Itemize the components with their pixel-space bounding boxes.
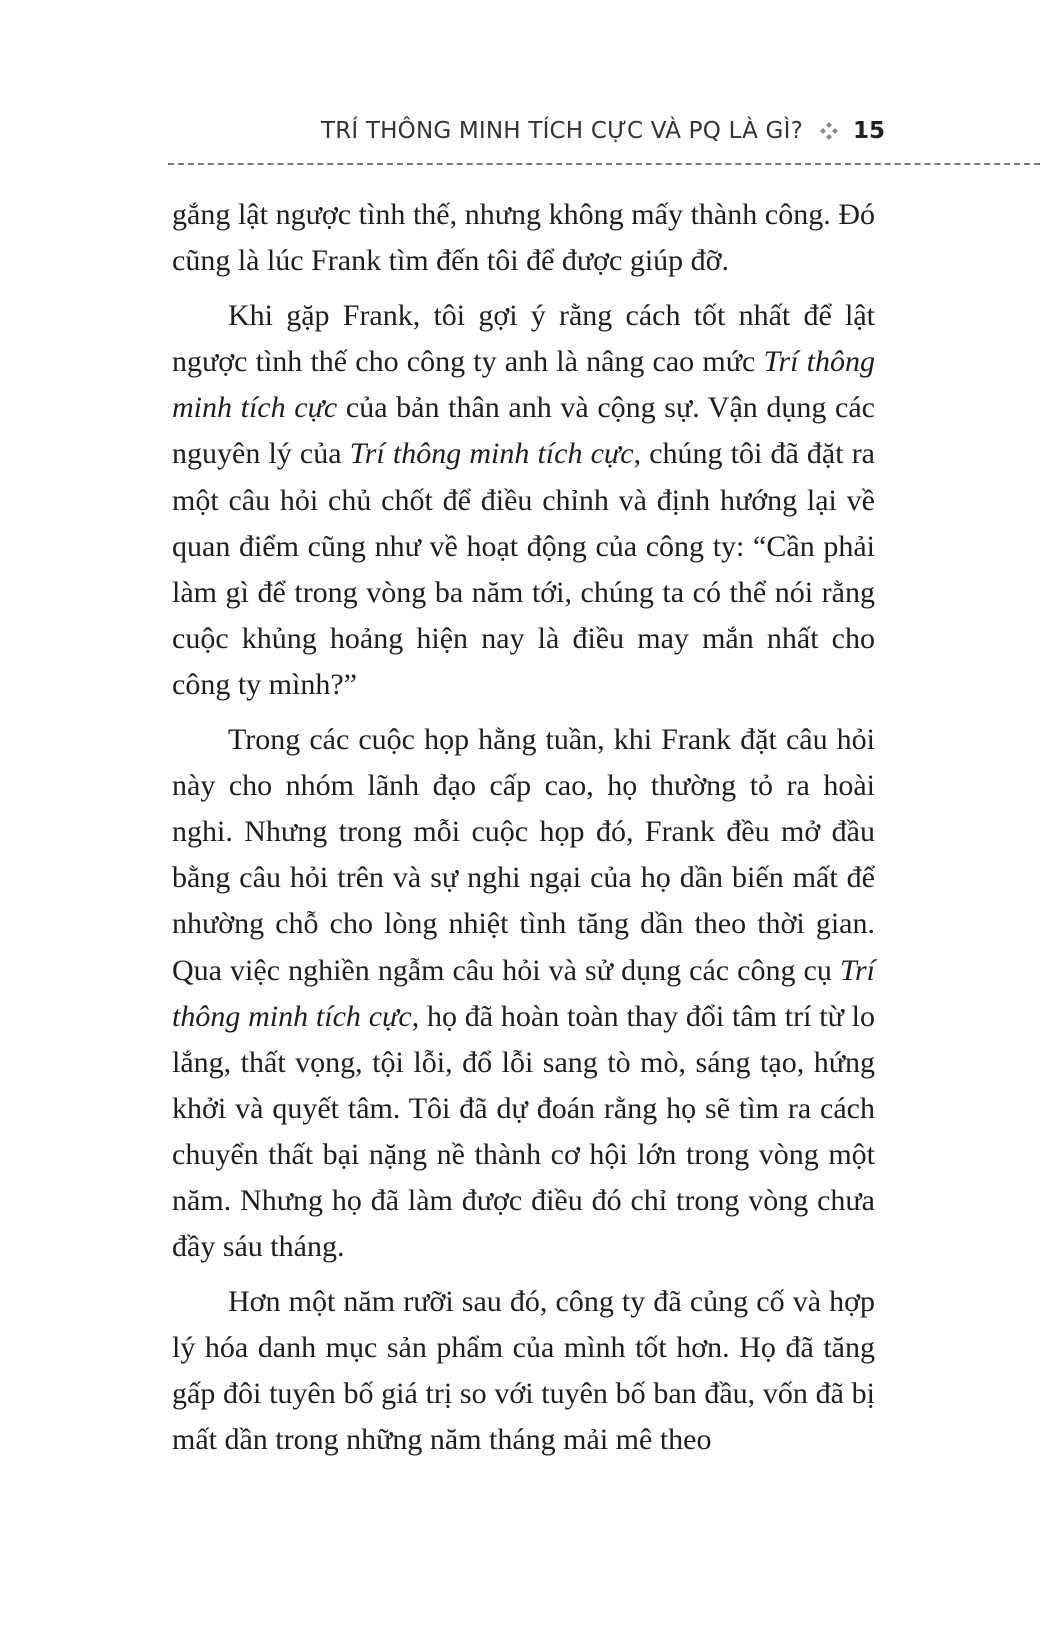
running-title: TRÍ THÔNG MINH TÍCH CỰC VÀ PQ LÀ GÌ? xyxy=(320,118,803,144)
page-number: 15 xyxy=(852,118,885,144)
body-text xyxy=(172,192,875,1473)
paragraph-2-italic-term-2: Trí thông minh tích cực xyxy=(349,437,634,471)
paragraph-4: Hơn một năm rưỡi sau đó, công ty đã củng cố và hợp lý hóa danh mục sản phẩm của mình tốt hơn. Họ đã tăng gấp đôi tuyên bố giá trị so với tuyên bố ban đầu, vốn đã bị mất dần trong những năm tháng mải mê theo xyxy=(172,1285,875,1457)
four-diamond-ornament-icon xyxy=(819,121,839,141)
paragraph-2-text-e: , chúng tôi đã đặt ra một câu hỏi chủ chốt để điều chỉnh và định hướng lại về quan điểm cũng như về hoạt động của công ty: “Cần phải làm gì để trong vòng ba năm tới, chúng ta có thể nói rằng cuộc khủng hoảng hiện nay là điều may mắn nhất cho công ty mình?” xyxy=(172,437,875,701)
paragraph-2-text-c: của bản thân anh và cộng sự. Vận dụng các nguyên lý của xyxy=(172,391,875,471)
header-dashed-rule xyxy=(168,163,1040,165)
paragraph-2-text-a: Khi gặp Frank, tôi gợi ý rằng cách tốt nhất để lật ngược tình thế cho công ty anh là nâng cao mức xyxy=(172,299,875,379)
running-header xyxy=(321,118,885,144)
paragraph-3-text-a: Trong các cuộc họp hằng tuần, khi Frank đặt câu hỏi này cho nhóm lãnh đạo cấp cao, họ thường tỏ ra hoài nghi. Nhưng trong mỗi cuộc họp đó, Frank đều mở đầu bằng câu hỏi trên và sự nghi ngại của họ dần biến mất để nhường chỗ cho lòng nhiệt tình tăng dần theo thời gian. Qua việc nghiền ngẫm câu hỏi và sử dụng các công cụ xyxy=(172,723,875,987)
paragraph-3 xyxy=(172,717,875,1270)
paragraph-3-text-c: , họ đã hoàn toàn thay đổi tâm trí từ lo lắng, thất vọng, tội lỗi, đổ lỗi sang tò mò, sáng tạo, hứng khởi và quyết tâm. Tôi đã dự đoán rằng họ sẽ tìm ra cách chuyển thất bại nặng nề thành cơ hội lớn trong vòng một năm. Nhưng họ đã làm được điều đó chỉ trong vòng chưa đầy sáu tháng. xyxy=(172,999,875,1264)
paragraph-3-italic-term: Trí thông minh tích cực xyxy=(172,953,875,1033)
paragraph-2-italic-term-1: Trí thông minh tích cực xyxy=(172,345,875,425)
paragraph-1: gắng lật ngược tình thế, nhưng không mấy thành công. Đó cũng là lúc Frank tìm đến tôi để được giúp đỡ. xyxy=(172,198,875,278)
paragraph-2 xyxy=(172,293,875,708)
